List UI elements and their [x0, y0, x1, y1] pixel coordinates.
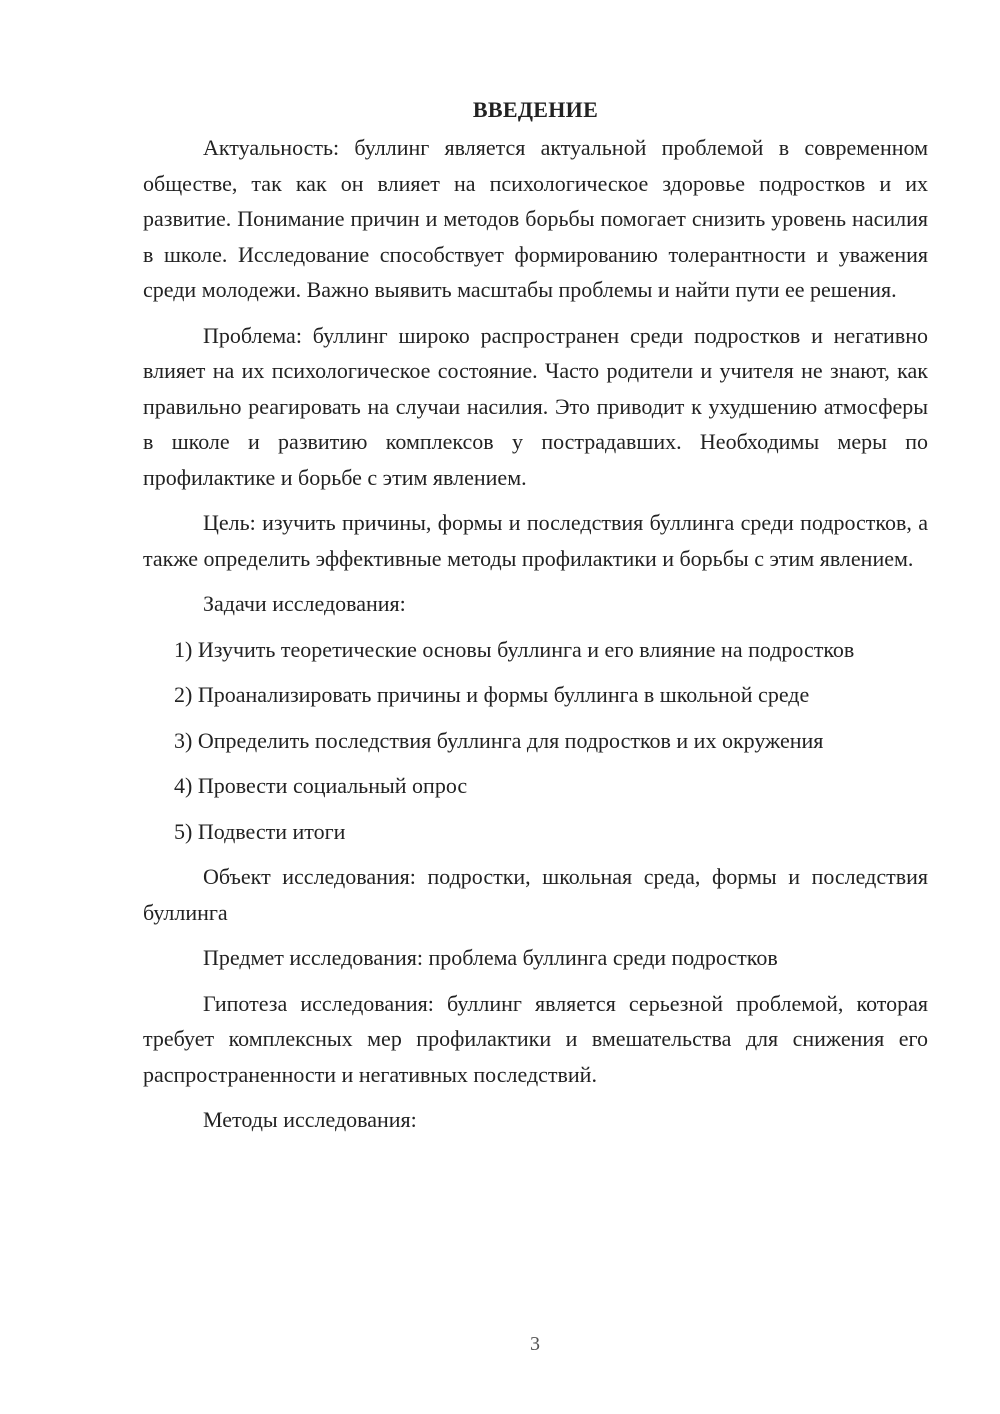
list-item: 3) Определить последствия буллинга для подростков и их окружения [174, 727, 824, 753]
paragraph-hypothesis: Гипотеза исследования: буллинг является серьезной проблемой, которая требует комплексных мер профилактики и вмешательства для снижения его распространенности и негативных последствий. [143, 990, 928, 1087]
list-item: 5) Подвести итоги [174, 818, 346, 844]
tasks-list [143, 632, 928, 850]
list-item: 1) Изучить теоретические основы буллинга и его влияние на подростков [174, 636, 855, 662]
tasks-title: Задачи исследования: [203, 591, 406, 616]
list-item: 4) Провести социальный опрос [174, 773, 468, 798]
page-number: 3 [530, 1333, 540, 1355]
paragraph-problem: Проблема: буллинг широко распространен среди подростков и негативно влияет на их психологическое состояние. Часто родители и учителя не знают, как правильно реагировать на случаи насилия. Это приводит к ухудшению атмосферы в школе и развитию комплексов у пострадавших. Необходимы меры по профилактике и борьбе с этим явлением. [143, 322, 928, 490]
paragraph-subject: Предмет исследования: проблема буллинга среди подростков [203, 945, 778, 970]
paragraph-goal: Цель: изучить причины, формы и последствия буллинга среди подростков, а также определить эффективные методы профилактики и борьбы с этим явлением. [143, 510, 928, 571]
paragraph-object: Объект исследования: подростки, школьная среда, формы и последствия буллинга [143, 864, 928, 925]
page-heading: ВВЕДЕНИЕ [472, 97, 599, 122]
document-page [143, 92, 928, 1148]
list-item: 2) Проанализировать причины и формы буллинга в школьной среде [174, 682, 810, 707]
paragraph-methods: Методы исследования: [203, 1107, 417, 1132]
paragraph-relevance: Актуальность: буллинг является актуальной проблемой в современном обществе, так как он влияет на психологическое здоровье подростков и их развитие. Понимание причин и методов борьбы помогает снизить уровень насилия в школе. Исследование способствует формированию толерантности и уважения среди молодежи. Важно выявить масштабы проблемы и найти пути ее решения. [143, 135, 928, 302]
